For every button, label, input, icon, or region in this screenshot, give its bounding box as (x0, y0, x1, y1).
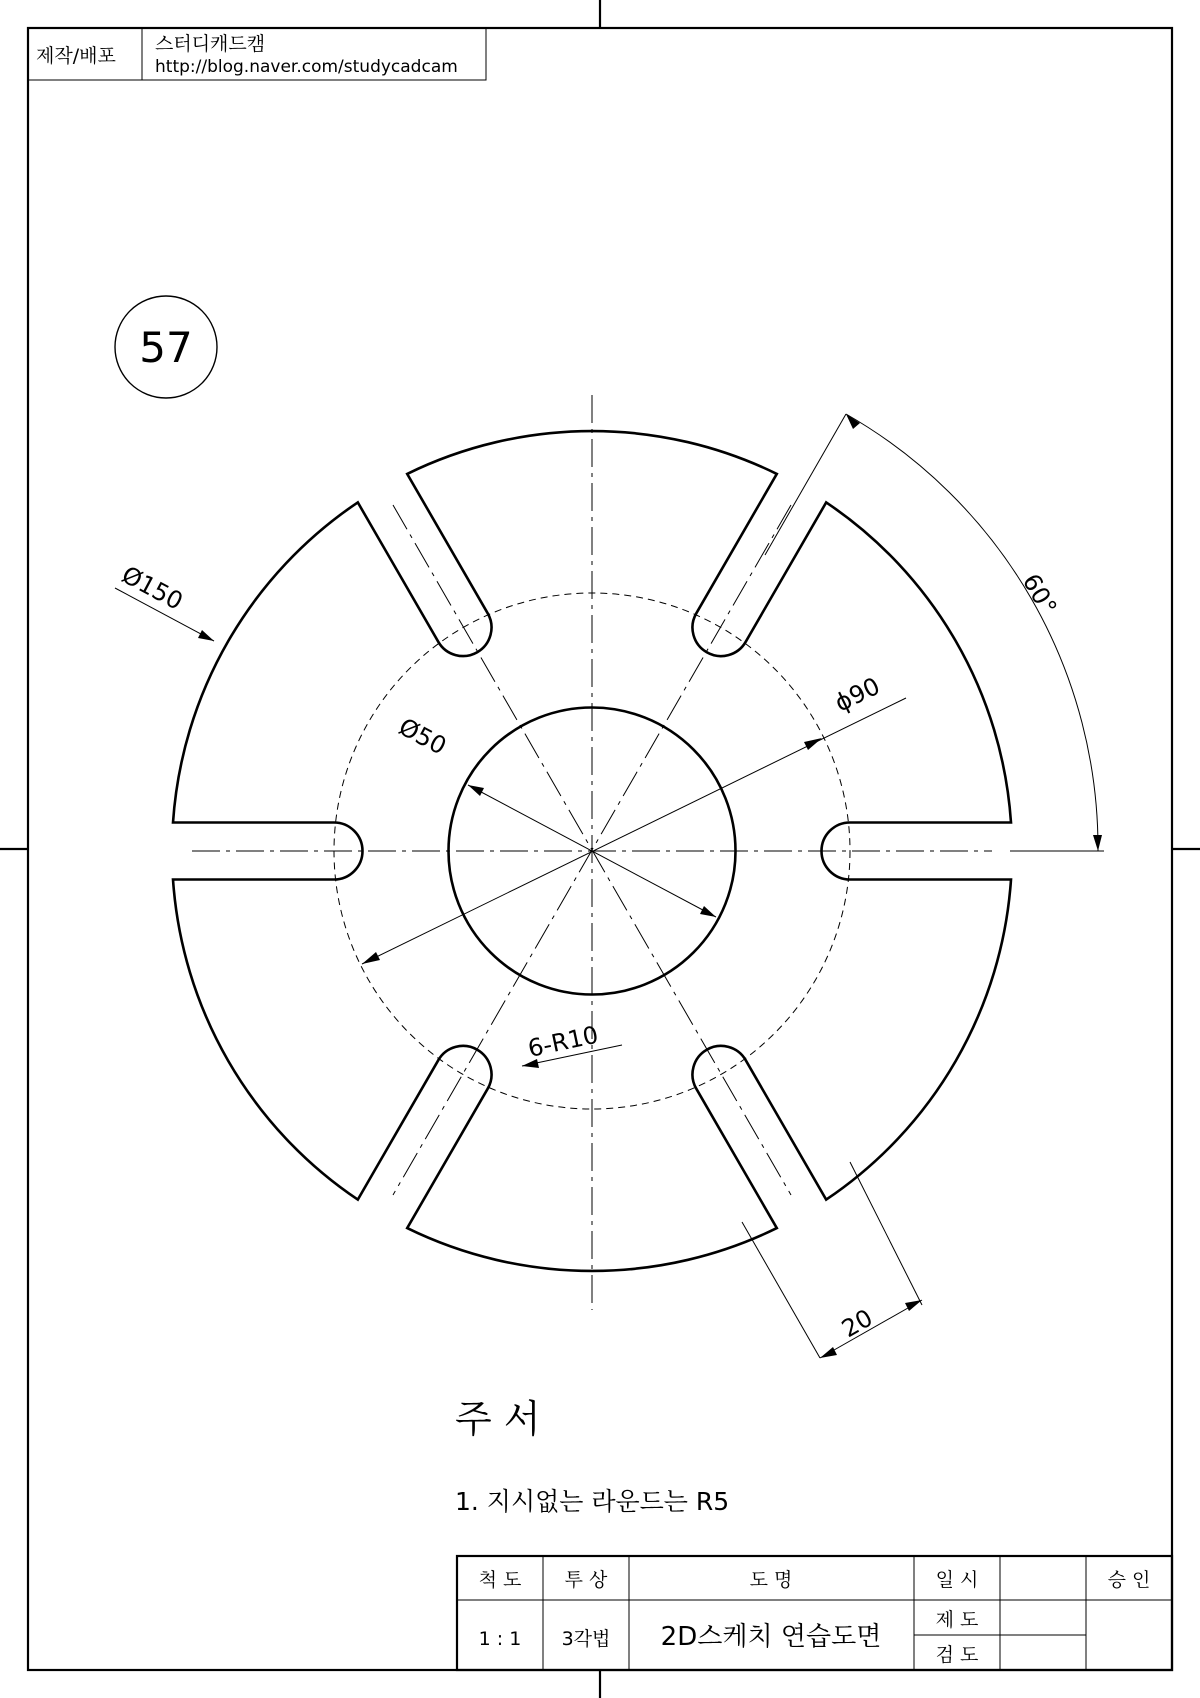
tb-scale-label: 척 도 (478, 1569, 522, 1591)
tb-date-label: 일 시 (935, 1569, 979, 1591)
tb-scale-value: 1 : 1 (478, 1628, 522, 1650)
header-box (28, 28, 486, 80)
note-item: 1. 지시없는 라운드는 R5 (455, 1487, 730, 1516)
tb-projection-value: 3각법 (561, 1628, 611, 1650)
dim-pitch-diameter: ϕ90 (830, 671, 885, 718)
notes (455, 1397, 729, 1516)
header-left-label: 제작/배포 (36, 45, 116, 67)
notes-title: 주 서 (455, 1397, 541, 1441)
tb-projection-label: 투 상 (564, 1569, 608, 1591)
tb-approval-label: 승 인 (1107, 1569, 1151, 1591)
center-lines (192, 395, 992, 1310)
border-frame (28, 28, 1172, 1670)
drawing-number: 57 (139, 323, 193, 372)
dim-outer-diameter: Ø150 (117, 560, 188, 616)
tb-name-value: 2D스케치 연습도면 (660, 1622, 882, 1652)
drawing-number-badge (115, 296, 217, 398)
title-block (457, 1556, 1172, 1670)
dimension-lines (115, 410, 1104, 1358)
dim-slot-width: 20 (837, 1303, 878, 1344)
dimension-labels (117, 561, 1062, 1344)
tb-drawn-label: 제 도 (935, 1609, 979, 1631)
header-author: 스터디캐드캠 (155, 33, 266, 55)
header-url[interactable]: http://blog.naver.com/studycadcam (155, 57, 458, 77)
tb-name-label: 도 명 (749, 1569, 793, 1591)
dim-slot-radius: 6-R10 (525, 1020, 601, 1063)
dim-angle: 60° (1016, 569, 1063, 620)
tb-checked-label: 검 도 (935, 1644, 979, 1666)
dim-bore-diameter: Ø50 (394, 712, 451, 761)
